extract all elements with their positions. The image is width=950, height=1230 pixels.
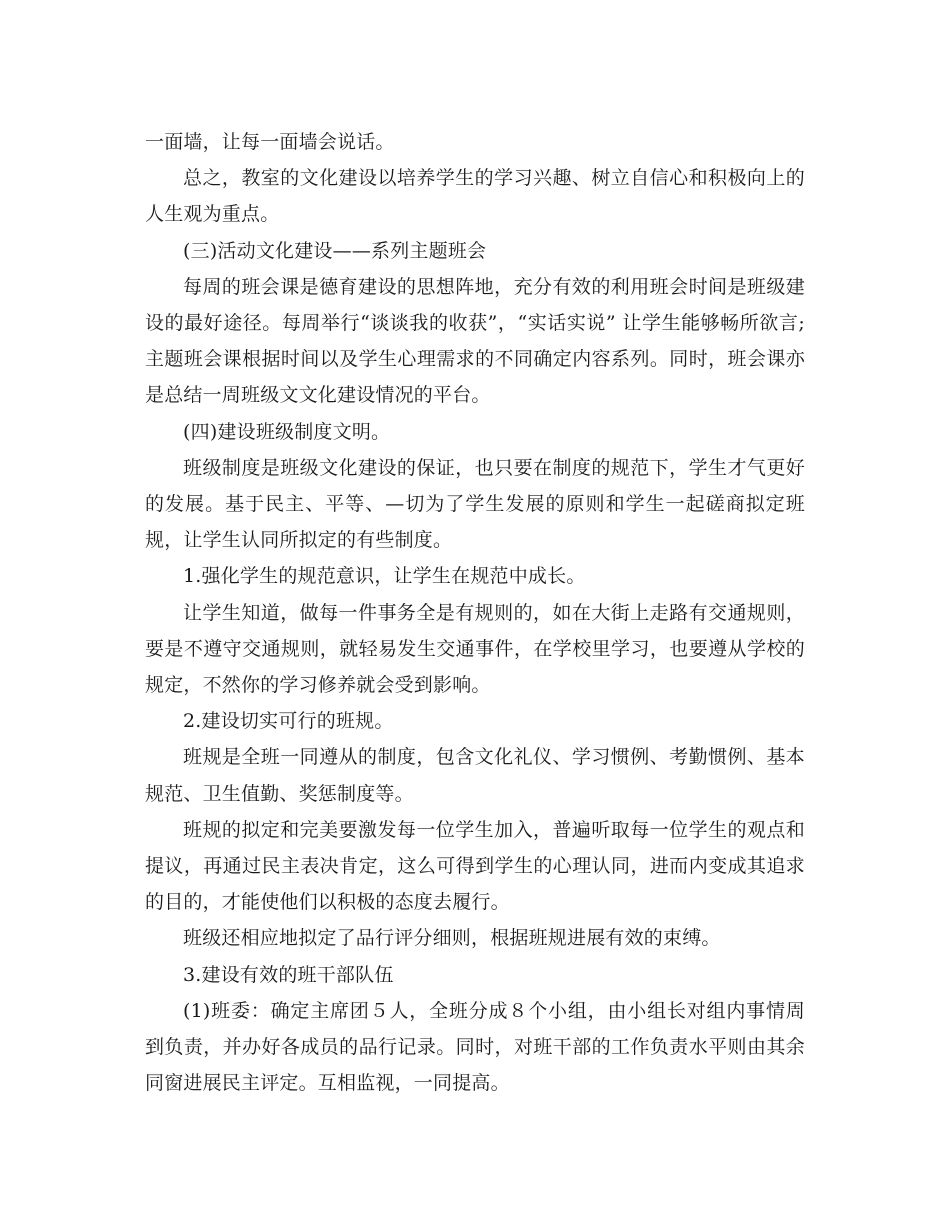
subheading-1: 1.强化学生的规范意识，让学生在规范中成长。 bbox=[183, 565, 586, 588]
paragraph-1: 一面墙，让每一面墙会说话。 bbox=[145, 131, 395, 153]
subheading-2: 2.建设切实可行的班规。 bbox=[183, 710, 394, 733]
section-heading-class-system: (四)建设班级制度文明。 bbox=[183, 420, 391, 443]
document-body bbox=[145, 124, 805, 1101]
paragraph-4: 每周的班会课是德育建设的思想阵地，充分有效的利用班会时间是班级建设的最好途径。每周举行“谈谈我的收获”，“实话实说” 让学生能够畅所欲言;主题班会课根据时间以及学生心理需求的不同确定内容系列。同时，班会课亦是总结一周班级文文化建设情况的平台。 bbox=[145, 275, 805, 407]
paragraph-14: (1)班委：确定主席团５人，全班分成８个小组，由小组长对组内事情周到负责，并办好各成员的品行记录。同时，对班干部的工作负责水平则由其余同窗进展民主评定。互相监视，一同提高。 bbox=[145, 999, 805, 1095]
paragraph-12: 班级还相应地拟定了品行评分细则，根据班规进展有效的束缚。 bbox=[183, 927, 721, 950]
paragraph-2: 总之，教室的文化建设以培养学生的学习兴趣、树立自信心和积极向上的人生观为重点。 bbox=[145, 167, 805, 226]
paragraph-6: 班级制度是班级文化建设的保证，也只要在制度的规范下，学生才气更好的发展。基于民主、平等、—切为了学生发展的原则和学生一起磋商拟定班规，让学生认同所拟定的有些制度。 bbox=[145, 456, 805, 552]
section-heading-activity-culture: (三)活动文化建设——系列主题班会 bbox=[183, 239, 487, 262]
subheading-3: 3.建设有效的班干部队伍 bbox=[183, 963, 394, 986]
paragraph-8: 让学生知道，做每一件事务全是有规则的，如在大街上走路有交通规则，要是不遵守交通规则，就轻易发生交通事件，在学校里学习，也要遵从学校的规定，不然你的学习修养就会受到影响。 bbox=[145, 601, 805, 697]
paragraph-11: 班规的拟定和完美要激发每一位学生加入，普遍听取每一位学生的观点和提议，再通过民主表决肯定，这么可得到学生的心理认同，进而内变成其追求的目的，才能使他们以积极的态度去履行。 bbox=[145, 818, 805, 914]
paragraph-10: 班规是全班一同遵从的制度，包含文化礼仪、学习惯例、考勤惯例、基本规范、卫生值勤、奖惩制度等。 bbox=[145, 746, 805, 805]
